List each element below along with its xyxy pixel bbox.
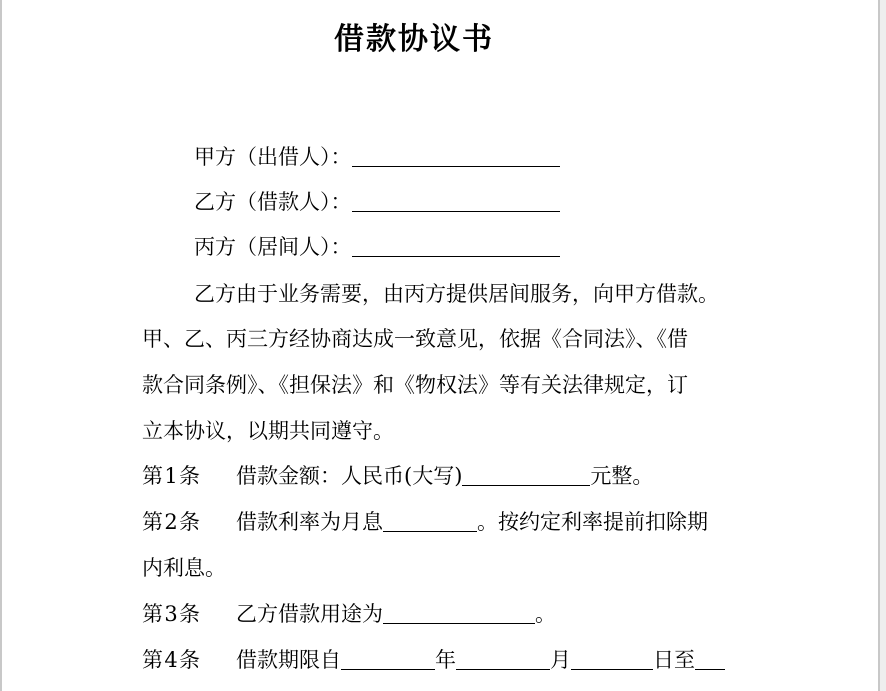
party-intermediary-label: 丙方（居间人）： <box>194 235 352 259</box>
article-4-line <box>142 645 725 675</box>
article-2-text: 借款利率为月息 <box>236 510 383 534</box>
article-2-number: 第2条 <box>142 510 200 534</box>
article-2-continuation: 内利息。 <box>142 556 226 580</box>
monthly-rate-blank[interactable] <box>383 509 477 532</box>
party-lender-line <box>194 142 560 172</box>
year-label: 年 <box>435 648 456 672</box>
article-1-text: 借款金额：人民币(大写) <box>236 464 463 488</box>
party-borrower-label: 乙方（借款人）： <box>194 190 352 214</box>
preamble-line-2: 甲、乙、丙三方经协商达成一致意见，依据《合同法》、《借 <box>142 327 688 351</box>
party-intermediary-blank[interactable] <box>352 234 560 257</box>
article-3-line <box>142 599 556 629</box>
party-intermediary-line <box>194 232 560 262</box>
end-date-blank[interactable] <box>695 647 725 670</box>
article-3-suffix: 。 <box>535 602 556 626</box>
month-label: 月 <box>550 648 571 672</box>
page-left-border <box>0 0 2 691</box>
loan-amount-blank[interactable] <box>462 463 590 486</box>
article-4-text: 借款期限自 <box>236 648 341 672</box>
party-lender-label: 甲方（出借人）： <box>194 145 352 169</box>
article-2-line <box>142 507 708 537</box>
article-1-line <box>142 461 653 491</box>
preamble-line-3: 款合同条例》、《担保法》和《物权法》等有关法律规定，订 <box>142 373 688 397</box>
start-day-blank[interactable] <box>571 647 653 670</box>
article-2-suffix: 。按约定利率提前扣除期 <box>477 510 708 534</box>
document-title: 借款协议书 <box>334 22 494 57</box>
preamble-line-4: 立本协议，以期共同遵守。 <box>142 419 394 443</box>
article-3-text: 乙方借款用途为 <box>236 602 383 626</box>
party-borrower-line <box>194 187 560 217</box>
preamble-line-1: 乙方由于业务需要，由丙方提供居间服务，向甲方借款。 <box>194 282 719 306</box>
article-4-number: 第4条 <box>142 648 200 672</box>
article-3-number: 第3条 <box>142 602 200 626</box>
party-lender-blank[interactable] <box>352 144 560 167</box>
article-1-suffix: 元整。 <box>590 464 654 488</box>
party-borrower-blank[interactable] <box>352 189 560 212</box>
window-gutter <box>880 0 886 691</box>
day-to-label: 日至 <box>653 648 695 672</box>
loan-purpose-blank[interactable] <box>383 601 535 624</box>
article-1-number: 第1条 <box>142 464 200 488</box>
start-month-blank[interactable] <box>456 647 550 670</box>
start-year-blank[interactable] <box>341 647 435 670</box>
